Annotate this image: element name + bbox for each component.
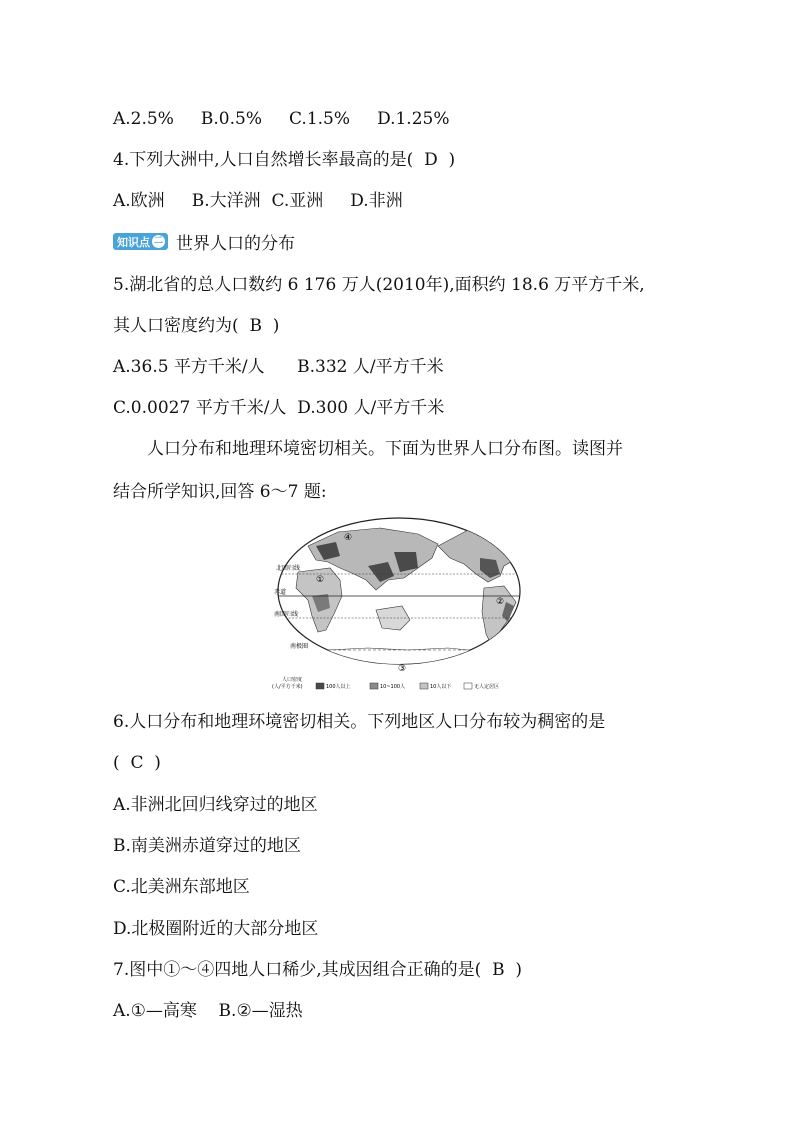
q6-option-b: B.南美洲赤道穿过的地区 [113,836,301,856]
q5-option-b: B.332 人/平方千米 [297,357,444,377]
legend-swatch-sparse [420,683,428,689]
q7-options [113,1000,303,1022]
q5-options-row2 [113,397,444,419]
intro-line1: 人口分布和地理环境密切相关。下面为世界人口分布图。读图并 [147,439,623,459]
q5-answer: B [249,316,262,336]
q7-stem: 7.图中①～④四地人口稀少,其成因组合正确的是( B ) [113,960,523,980]
q3-option-a: A.2.5% [113,109,174,129]
section-header [113,229,295,254]
label-tropic-n: 北回归线 [276,565,301,572]
q3-option-d: D.1.25% [377,109,450,129]
q5-option-c: C.0.0027 平方千米/人 [113,398,287,418]
q4-option-b: B.大洋洲 [191,191,261,211]
region-marker-4: ④ [344,533,353,543]
badge-number: 二 [153,236,163,246]
legend-label-dense: 100人以上 [326,684,351,690]
legend-title-2: (人/平方千米) [272,684,303,690]
q3-option-c: C.1.5% [289,109,351,129]
q6-option-a: A.非洲北回归线穿过的地区 [113,795,318,815]
region-marker-3: ③ [398,664,407,674]
q4-answer: D [424,150,438,170]
q3-options [113,108,450,130]
greenland [466,520,494,532]
q4-option-a: A.欧洲 [113,191,165,211]
world-population-map [268,516,530,694]
q4-options [113,190,403,212]
knowledge-point-badge: 知识点 二 [113,233,168,250]
label-tropic-s: 南回归线 [274,611,299,618]
legend-swatch-medium [370,683,378,689]
q6-option-c: C.北美洲东部地区 [113,877,250,897]
q6-answer: C [130,753,144,773]
q5-options-row1 [113,356,444,378]
label-antarctic: 南极圈 [290,643,309,650]
legend-swatch-dense [316,683,324,689]
legend-title-1: 人口密度 [282,677,303,683]
map-legend [272,676,499,690]
q4-option-d: D.非洲 [350,191,403,211]
q3-option-b: B.0.5% [200,109,262,129]
q7-option-b: B.②—湿热 [218,1001,303,1021]
q5-option-a: A.36.5 平方千米/人 [113,357,265,377]
q5-option-d: D.300 人/平方千米 [297,398,445,418]
section-title: 世界人口的分布 [176,234,295,254]
legend-swatch-uninhabited [464,683,472,689]
q5-stem-line1: 5.湖北省的总人口数约 6 176 万人(2010年),面积约 18.6 万平方千米, [113,275,645,295]
legend-label-medium: 10~100人 [380,684,406,690]
q4-option-c: C.亚洲 [271,191,324,211]
region-marker-2: ② [496,597,505,607]
q6-stem: 6.人口分布和地理环境密切相关。下列地区人口分布较为稠密的是 [113,712,606,732]
q4-stem: 4.下列大洲中,人口自然增长率最高的是( D ) [113,150,456,170]
q7-answer: B [492,960,505,980]
legend-label-sparse: 10人以下 [430,684,452,690]
region-marker-1: ① [316,575,325,585]
intro-line2: 结合所学知识,回答 6～7 题: [113,482,327,502]
q6-answer-line: ( C ) [113,753,161,773]
q6-option-d: D.北极圈附近的大部分地区 [113,919,319,939]
q5-stem-line2: 其人口密度约为( B ) [113,316,280,336]
legend-label-uninhabited: 无人定居区 [474,684,500,690]
label-equator: 赤道 [274,589,287,596]
q7-option-a: A.①—高寒 [113,1001,197,1021]
